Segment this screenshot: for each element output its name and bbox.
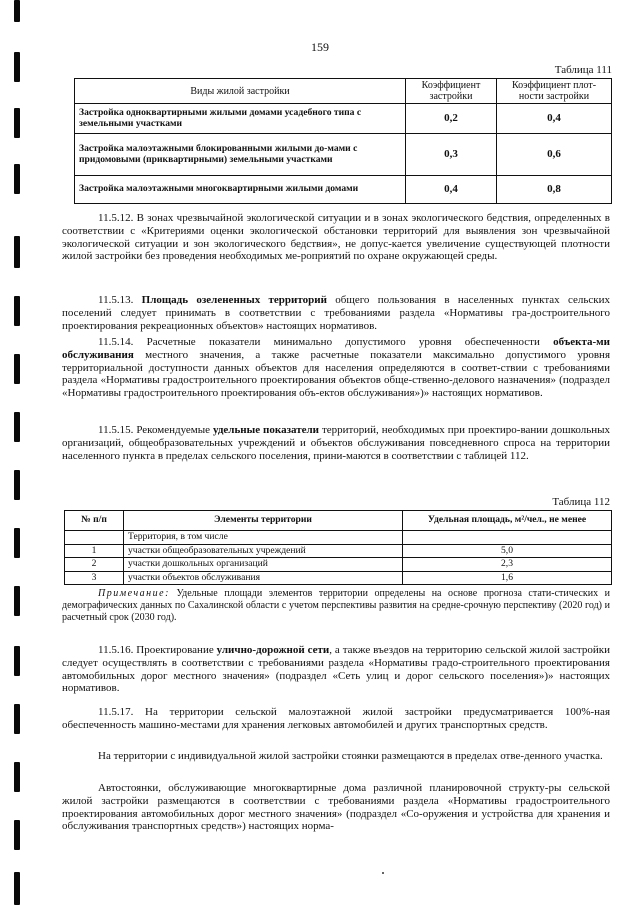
table-cell	[403, 531, 612, 545]
scan-mark	[14, 470, 20, 500]
table-cell: 1,6	[403, 571, 612, 585]
scan-mark	[14, 296, 20, 326]
table-111-caption: Таблица 111	[554, 64, 612, 76]
term-road-network: улично-дорожной сети	[216, 644, 330, 656]
scan-mark	[14, 704, 20, 734]
table-cell: 0,6	[497, 134, 612, 176]
header-cell: Виды жилой застройки	[75, 79, 406, 104]
paragraph-text: 11.5.15. Рекомендуемые	[98, 424, 211, 436]
table-cell: участки общеобразовательных учреждений	[124, 544, 403, 558]
table-112-caption: Таблица 112	[552, 496, 610, 508]
table-cell: участки дошкольных организаций	[124, 558, 403, 572]
table-cell: 3	[65, 571, 124, 585]
table-row	[75, 134, 612, 176]
table-row	[65, 531, 612, 545]
table-cell: 0,2	[406, 104, 497, 134]
scan-mark	[14, 108, 20, 138]
table-cell: 0,3	[406, 134, 497, 176]
table-cell: 2	[65, 558, 124, 572]
table-note	[62, 588, 610, 623]
table-row	[65, 571, 612, 585]
paragraph-11-5-14	[62, 336, 610, 400]
scan-mark	[14, 0, 20, 22]
scan-mark	[14, 236, 20, 268]
paragraph-number: 11.5.13.	[98, 294, 134, 306]
paragraph-text: , а также въездов на территорию сельской жилой застройки следует осуществлять в соответствии с требованиями раздела «Нормативы градо-строительного проектирования автомобильных дорог местного значения» (подраздел «Сеть улиц и дорог сельского поселения»)» настоящих нормативов.	[62, 644, 610, 695]
table-cell: 0,4	[497, 104, 612, 134]
table-header-row	[65, 511, 612, 531]
speck	[382, 872, 384, 874]
table-111	[74, 78, 612, 204]
table-cell: 0,4	[406, 176, 497, 204]
table-cell: Застройка малоэтажными блокированными жилыми до-мами с придомовыми (приквартирными) земельными участками	[75, 134, 406, 176]
table-row	[65, 544, 612, 558]
table-row	[75, 176, 612, 204]
paragraph-text: местного значения, а также расчетные показатели максимально допустимого уровня территориальной доступности данных объектов для населения определяются в соответ-ствии с требованиями раздела «Нормативы градостроительного проектирования объектов обще-ственно-делового назначения» (подраздел «Нормативы градостроительного проектирования объ-ектов обслуживания»)» настоящих нормативов.	[62, 348, 610, 400]
table-cell: 1	[65, 544, 124, 558]
paragraph-text: общего пользования в населенных пунктах сельских поселений следует принимать в соответствии с требованиями раздела «Нормативы гра-достроительного проектирования рекреационных объектов» настоящих нормативов.	[62, 294, 610, 332]
scan-mark	[14, 528, 20, 558]
header-cell: Удельная площадь, м²/чел., не менее	[403, 511, 612, 531]
paragraph-11-5-15	[62, 424, 610, 462]
term-specific-indicators: удельные показатели	[213, 424, 319, 436]
table-cell: 2,3	[403, 558, 612, 572]
table-cell: Застройка одноквартирными жилыми домами усадебного типа с земельными участками	[75, 104, 406, 134]
paragraph-11-5-13	[62, 294, 610, 332]
paragraph-text: 11.5.14. Расчетные показатели минимально допустимого уровня обеспеченности	[98, 336, 540, 348]
page-number: 159	[311, 40, 329, 54]
paragraph-text: 11.5.16. Проектирование	[98, 644, 214, 656]
scan-mark	[14, 52, 20, 82]
table-cell	[65, 531, 124, 545]
table-cell: Застройка малоэтажными многоквартирными жилыми домами	[75, 176, 406, 204]
table-header-row	[75, 79, 612, 104]
note-label: Примечание:	[98, 588, 170, 599]
table-cell: 5,0	[403, 544, 612, 558]
scan-mark	[14, 164, 20, 194]
paragraph-11-5-16	[62, 644, 610, 695]
scan-mark	[14, 646, 20, 676]
scan-mark	[14, 586, 20, 616]
term-service-objects: объекта-ми обслуживания	[62, 336, 610, 361]
table-cell: 0,8	[497, 176, 612, 204]
paragraph-parking: Автостоянки, обслуживающие многоквартирные дома различной планировочной структу-ры сельской жилой застройки размещаются в соответствии с требованиями раздела «Нормативы градостроительного проектирования автомобильных дорог местного значения» (подраздел «Со-оружения и устройства для хранения и обслуживания транспортных средств») настоящих норма-	[62, 782, 610, 833]
table-cell: Территория, в том числе	[124, 531, 403, 545]
scan-mark	[14, 872, 20, 905]
scan-mark	[14, 762, 20, 792]
table-112	[64, 510, 612, 585]
header-cell: № п/п	[65, 511, 124, 531]
scan-mark	[14, 354, 20, 384]
table-row	[65, 558, 612, 572]
header-cell: Коэффициент плот-ности застройки	[497, 79, 612, 104]
table-cell: участки объектов обслуживания	[124, 571, 403, 585]
paragraph-11-5-12: 11.5.12. В зонах чрезвычайной экологической ситуации и в зонах экологического бедствия, определенных в соответствии с «Критериями оценки экологической обстановки территорий для выявления зон чрезвычайной экологической ситуации и зон экологического бедствия», не допус-кается увеличение существующей плотности жилой застройки без проведения необходимых ме-роприятий по охране окружающей среды.	[62, 212, 610, 263]
paragraph-text: территорий, необходимых при проектиро-вании дошкольных организаций, общеобразовательных учреждений и объектов обслуживания повседневного спроса на территории населенного пункта в пределах сельского поселения, прини-маются в соответствии с таблицей 112.	[62, 424, 611, 462]
note-text: Удельные площади элементов территории определены на основе прогноза стати-стических и демографических данных по Сахалинской области с учетом перспективы развития на средне-срочную перспективу (2020 год) и расчетный срок (2030 год).	[62, 588, 610, 623]
scan-mark	[14, 820, 20, 850]
paragraph-11-5-17: 11.5.17. На территории сельской малоэтажной жилой застройки предусматривается 100%-ная обеспеченность машино-местами для хранения легковых автомобилей и других транспортных средств.	[62, 706, 610, 731]
header-cell: Элементы территории	[124, 511, 403, 531]
term-green-areas: Площадь озелененных территорий	[141, 294, 327, 306]
table-row	[75, 104, 612, 134]
paragraph-individual-housing: На территории с индивидуальной жилой застройки стоянки размещаются в пределах отве-денного участка.	[98, 750, 603, 762]
scan-mark	[14, 412, 20, 442]
header-cell: Коэффициент застройки	[406, 79, 497, 104]
